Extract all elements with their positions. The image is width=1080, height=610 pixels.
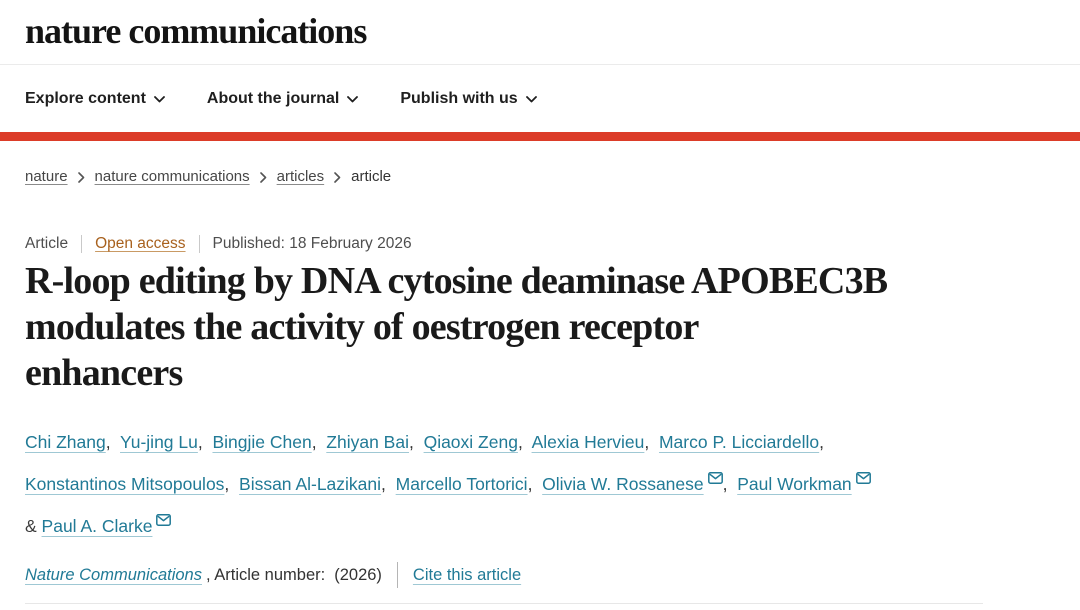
nav-item-label: About the journal — [206, 89, 340, 107]
open-access-link[interactable]: Open access — [95, 235, 186, 252]
separator-comma: , — [644, 432, 659, 452]
chevron-right-icon — [260, 172, 267, 183]
title-line: enhancers — [25, 352, 183, 394]
email-icon — [856, 472, 871, 484]
chevron-right-icon — [78, 172, 85, 183]
logo-row — [0, 0, 1080, 65]
citation-divider — [397, 562, 398, 588]
author-name: Bissan Al-Lazikani — [239, 474, 382, 494]
site-header — [0, 0, 1080, 141]
breadcrumb — [25, 168, 1055, 185]
citation-line — [25, 562, 1055, 588]
email-icon — [708, 472, 723, 484]
author-name: Chi Zhang — [25, 432, 106, 452]
separator-comma: , — [408, 432, 424, 452]
chevron-down-icon — [154, 96, 165, 103]
author-link-olivia-w-rossanese[interactable] — [542, 474, 722, 494]
separator-comma: , — [722, 474, 738, 494]
chevron-down-icon — [526, 96, 537, 103]
separator-comma: , — [517, 432, 532, 452]
author-name: Paul Workman — [737, 474, 852, 494]
author-name: Zhiyan Bai — [326, 432, 409, 452]
meta-divider — [199, 235, 200, 253]
accent-bar — [0, 132, 1080, 141]
meta-divider — [81, 235, 82, 253]
separator-comma: , — [105, 432, 121, 452]
chevron-down-icon — [347, 96, 358, 103]
author-name: Yu-jing Lu — [120, 432, 198, 452]
author-link-qiaoxi-zeng[interactable] — [424, 432, 518, 452]
separator-comma: , — [197, 432, 213, 452]
author-name: Marco P. Licciardello — [658, 432, 820, 452]
nav-item-about-the-journal[interactable] — [207, 90, 358, 108]
chevron-right-icon — [334, 172, 341, 183]
author-name: Marcello Tortorici — [395, 474, 528, 494]
author-name: Bingjie Chen — [212, 432, 312, 452]
breadcrumb-link-nature-communications[interactable]: nature communications — [94, 168, 250, 185]
article-title — [25, 258, 985, 396]
nav-item-publish-with-us[interactable] — [400, 90, 536, 108]
article-type-label: Article — [25, 235, 69, 252]
separator-comma: , — [819, 432, 829, 452]
section-divider — [25, 603, 983, 604]
breadcrumb-link-articles[interactable]: articles — [276, 168, 325, 185]
author-link-bingjie-chen[interactable] — [212, 432, 311, 452]
ampersand: & — [25, 516, 42, 536]
journal-logo[interactable]: nature communications — [25, 11, 367, 51]
author-name: Alexia Hervieu — [531, 432, 645, 452]
published-date: Published: 18 February 2026 — [212, 235, 412, 252]
author-name: Paul A. Clarke — [41, 516, 153, 536]
author-name: Olivia W. Rossanese — [542, 474, 704, 494]
title-line: R-loop editing by DNA cytosine deaminase APOBEC3B — [25, 260, 888, 302]
separator-comma: , — [224, 474, 240, 494]
author-name: Konstantinos Mitsopoulos — [25, 474, 225, 494]
article-meta — [25, 235, 1055, 253]
separator-comma: , — [527, 474, 543, 494]
article-number-label: , Article number: — [206, 565, 326, 584]
author-link-chi-zhang[interactable] — [25, 432, 106, 452]
journal-link[interactable]: Nature Communications — [25, 565, 202, 584]
year-text: (2026) — [334, 565, 382, 584]
author-link-marco-p-licciardello[interactable] — [659, 432, 819, 452]
main-nav — [0, 65, 1080, 132]
breadcrumb-current: article — [351, 168, 392, 185]
separator-comma: , — [311, 432, 327, 452]
author-link-yu-jing-lu[interactable] — [120, 432, 198, 452]
nav-item-explore-content[interactable] — [25, 90, 165, 108]
author-link-marcello-tortorici[interactable] — [396, 474, 528, 494]
email-icon — [156, 514, 171, 526]
author-link-paul-a-clarke[interactable] — [42, 516, 172, 536]
author-link-zhiyan-bai[interactable] — [326, 432, 409, 452]
author-list — [25, 421, 970, 547]
author-link-alexia-hervieu[interactable] — [532, 432, 645, 452]
nav-item-label: Publish with us — [400, 89, 518, 107]
breadcrumb-link-nature[interactable]: nature — [25, 168, 68, 185]
author-name: Qiaoxi Zeng — [423, 432, 518, 452]
author-link-konstantinos-mitsopoulos[interactable] — [25, 474, 224, 494]
nav-item-label: Explore content — [25, 89, 146, 107]
main-content — [0, 168, 1080, 604]
author-link-bissan-al-lazikani[interactable] — [239, 474, 381, 494]
author-link-paul-workman[interactable] — [737, 474, 870, 494]
cite-this-article-link[interactable]: Cite this article — [412, 565, 522, 584]
title-line: modulates the activity of oestrogen receptor — [25, 306, 699, 348]
separator-comma: , — [381, 474, 396, 494]
